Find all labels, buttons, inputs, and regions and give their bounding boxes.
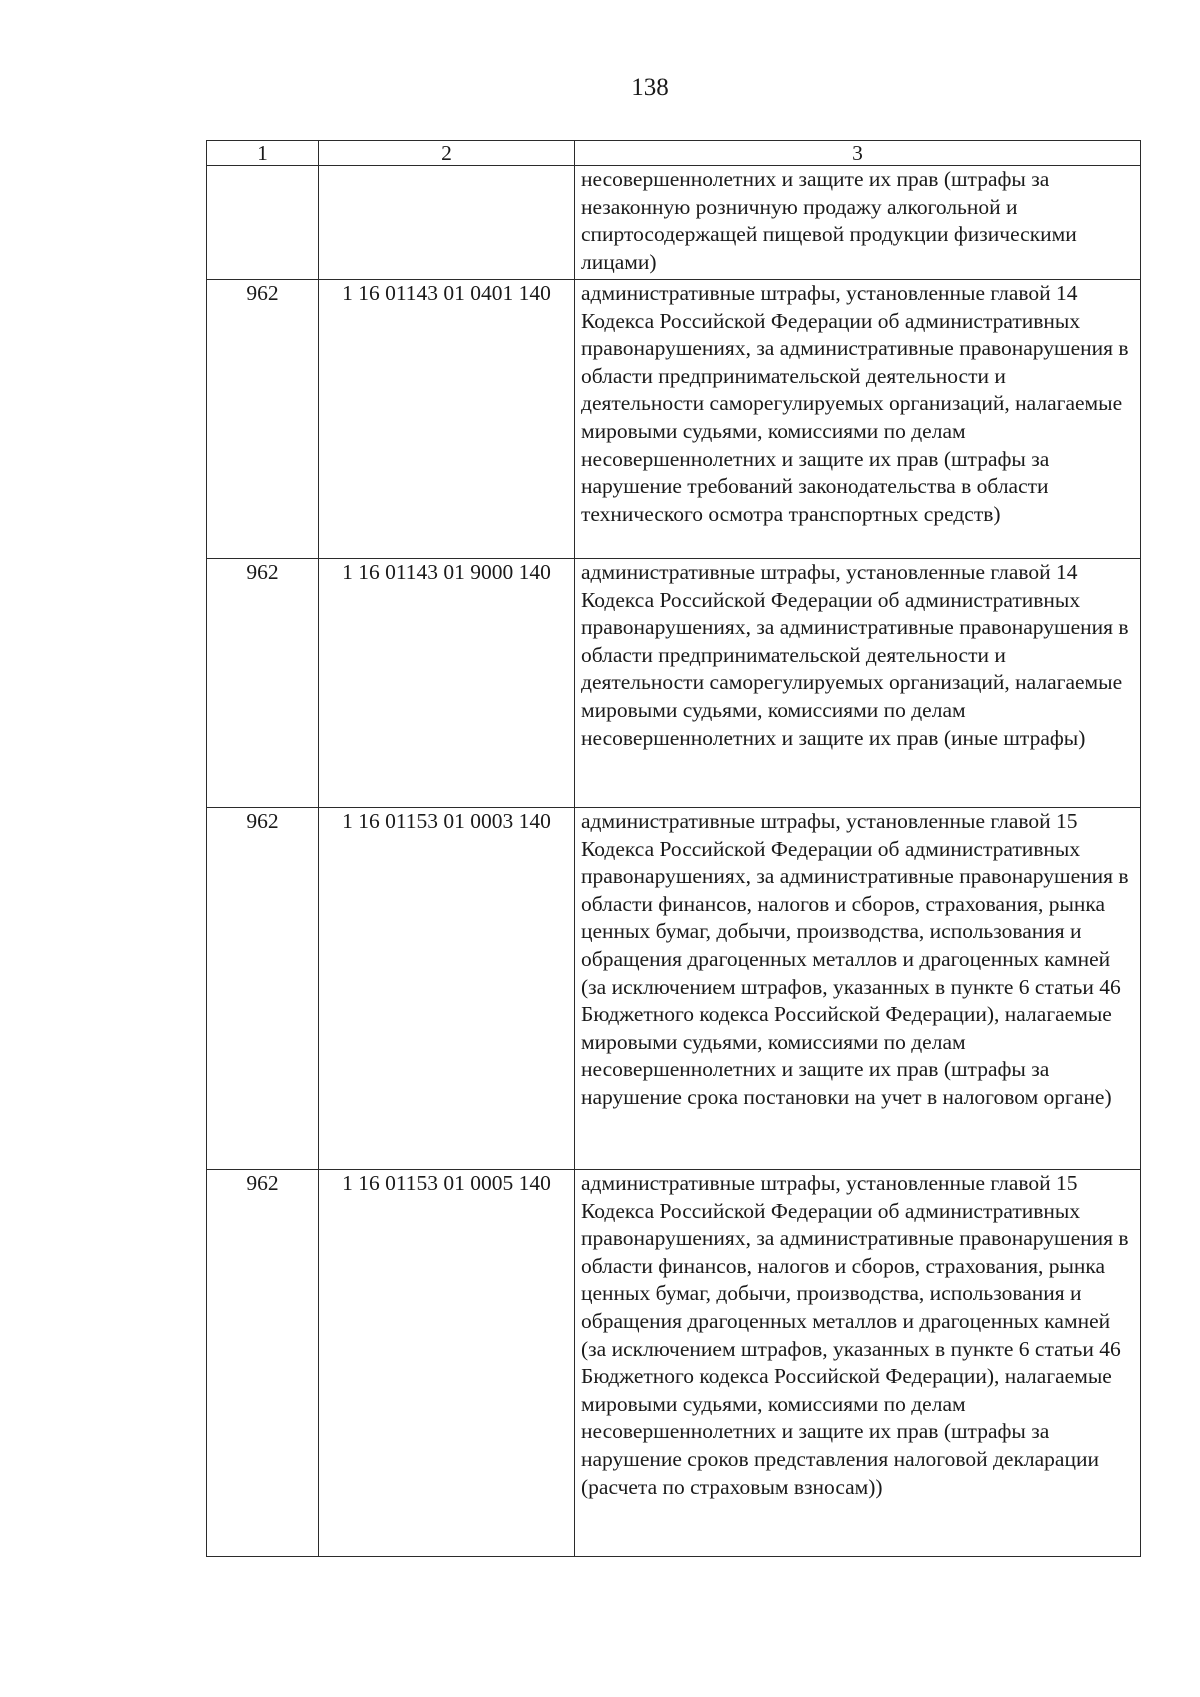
table-row	[207, 166, 1141, 280]
description-cell: административные штрафы, установленные главой 15 Кодекса Российской Федерации об административных правонарушениях, за административные правонарушения в области финансов, налогов и сборов, страхования, рынка ценных бумаг, добычи, производства, использования и обращения драгоценных металлов и драгоценных камней (за исключением штрафов, указанных в пункте 6 статьи 46 Бюджетного кодекса Российской Федерации), налагаемые мировыми судьями, комиссиями по делам несовершеннолетних и защите их прав (штрафы за нарушение сроков представления налоговой декларации (расчета по страховым взносам))	[575, 1170, 1141, 1557]
fines-table	[206, 140, 1141, 1557]
budget-code-cell: 1 16 01143 01 0401 140	[319, 280, 575, 559]
table-row	[207, 808, 1141, 1170]
column-header-1: 1	[207, 141, 319, 166]
table-row	[207, 559, 1141, 808]
description-cell: административные штрафы, установленные главой 14 Кодекса Российской Федерации об административных правонарушениях, за административные правонарушения в области предпринимательской деятельности и деятельности саморегулируемых организаций, налагаемые мировыми судьями, комиссиями по делам несовершеннолетних и защите их прав (штрафы за нарушение требований законодательства в области технического осмотра транспортных средств)	[575, 280, 1141, 559]
budget-code-cell	[319, 166, 575, 280]
table-header-row	[207, 141, 1141, 166]
table-row	[207, 280, 1141, 559]
column-header-2: 2	[319, 141, 575, 166]
budget-code-cell: 1 16 01143 01 9000 140	[319, 559, 575, 808]
budget-code-cell: 1 16 01153 01 0005 140	[319, 1170, 575, 1557]
column-header-3: 3	[575, 141, 1141, 166]
page-number: 138	[631, 74, 669, 101]
admin-code-cell: 962	[207, 280, 319, 559]
description-cell: административные штрафы, установленные главой 15 Кодекса Российской Федерации об административных правонарушениях, за административные правонарушения в области финансов, налогов и сборов, страхования, рынка ценных бумаг, добычи, производства, использования и обращения драгоценных металлов и драгоценных камней (за исключением штрафов, указанных в пункте 6 статьи 46 Бюджетного кодекса Российской Федерации), налагаемые мировыми судьями, комиссиями по делам несовершеннолетних и защите их прав (штрафы за нарушение срока постановки на учет в налоговом органе)	[575, 808, 1141, 1170]
admin-code-cell: 962	[207, 808, 319, 1170]
admin-code-cell	[207, 166, 319, 280]
description-cell: несовершеннолетних и защите их прав (штрафы за незаконную розничную продажу алкогольной и спиртосодержащей пищевой продукции физическими лицами)	[575, 166, 1141, 280]
admin-code-cell: 962	[207, 1170, 319, 1557]
budget-code-cell: 1 16 01153 01 0003 140	[319, 808, 575, 1170]
admin-code-cell: 962	[207, 559, 319, 808]
description-cell: административные штрафы, установленные главой 14 Кодекса Российской Федерации об административных правонарушениях, за административные правонарушения в области предпринимательской деятельности и деятельности саморегулируемых организаций, налагаемые мировыми судьями, комиссиями по делам несовершеннолетних и защите их прав (иные штрафы)	[575, 559, 1141, 808]
table-row	[207, 1170, 1141, 1557]
